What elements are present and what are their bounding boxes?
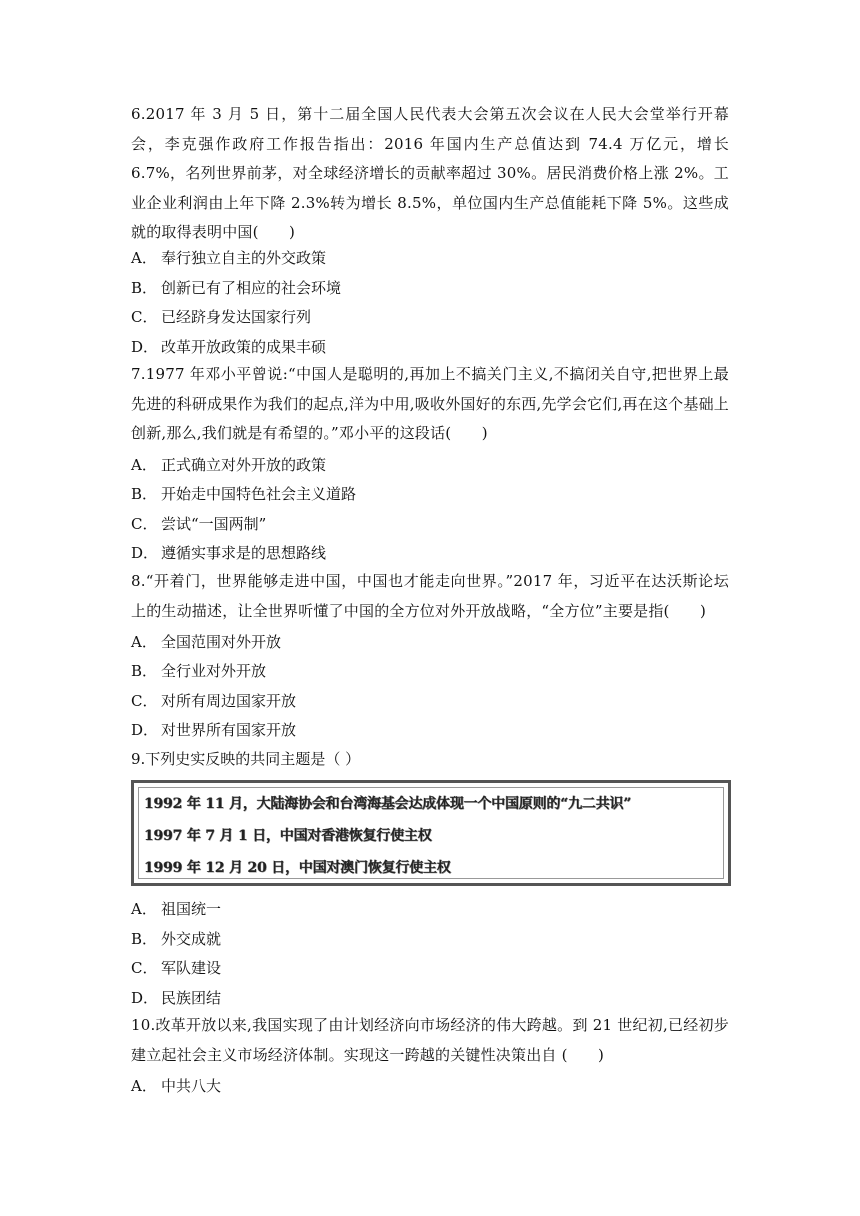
question-9-option-a[interactable]: [131, 898, 221, 920]
question-9-stem: 9.下列史实反映的共同主题是（ ）: [131, 750, 361, 768]
option-text: 尝试“一国两制”: [161, 515, 267, 533]
question-7-option-b[interactable]: [131, 483, 356, 505]
option-text: 外交成就: [161, 930, 222, 948]
option-text: 奉行独立自主的外交政策: [161, 249, 327, 267]
question-7-option-d[interactable]: [131, 542, 326, 564]
option-letter: B．: [131, 279, 158, 297]
option-letter: A．: [131, 633, 157, 651]
question-7-option-a[interactable]: [131, 454, 326, 476]
option-letter: B．: [131, 930, 158, 948]
option-letter: A．: [131, 249, 157, 267]
option-text: 对世界所有国家开放: [161, 721, 297, 739]
historical-fact-1999: 1999 年 12 月 20 日，中国对澳门恢复行使主权: [144, 860, 451, 876]
question-8-option-c[interactable]: [131, 690, 296, 712]
question-7-stem: 7.1977 年邓小平曾说:“中国人是聪明的,再加上不搞关门主义,不搞闭关自守,把世界上最先进的科研成果作为我们的起点,洋为中用,吸收外国好的东西,先学会它们,再在这个基础上创新,那么,我们就是有希望的。”邓小平的这段话( ): [131, 365, 729, 442]
option-letter: D．: [131, 544, 159, 562]
option-text: 中共八大: [161, 1077, 222, 1095]
option-text: 军队建设: [161, 959, 222, 977]
option-letter: B．: [131, 485, 158, 503]
option-text: 改革开放政策的成果丰硕: [161, 338, 327, 356]
option-letter: C．: [131, 515, 158, 533]
question-10-option-a[interactable]: [131, 1075, 221, 1097]
question-10-stem: 10.改革开放以来,我国实现了由计划经济向市场经济的伟大跨越。到 21 世纪初,已经初步建立起社会主义市场经济体制。实现这一跨越的关键性决策出自 ( ): [131, 1016, 729, 1064]
option-text: 已经跻身发达国家行列: [161, 308, 312, 326]
option-letter: C．: [131, 308, 158, 326]
option-letter: C．: [131, 959, 158, 977]
option-letter: A．: [131, 456, 157, 474]
option-text: 祖国统一: [161, 900, 222, 918]
option-letter: A．: [131, 1077, 157, 1095]
option-letter: A．: [131, 900, 157, 918]
question-9-option-b[interactable]: [131, 928, 221, 950]
option-letter: D．: [131, 721, 159, 739]
historical-fact-1992: 1992 年 11 月，大陆海协会和台湾海基会达成体现一个中国原则的“九二共识”: [144, 796, 632, 812]
option-letter: D．: [131, 989, 159, 1007]
option-letter: C．: [131, 692, 158, 710]
option-text: 创新已有了相应的社会环境: [161, 279, 342, 297]
question-8-stem: 8.“开着门，世界能够走进中国，中国也才能走向世界。”2017 年，习近平在达沃斯论坛上的生动描述，让全世界听懂了中国的全方位对外开放战略，“全方位”主要是指( ): [131, 572, 729, 620]
option-text: 全行业对外开放: [161, 662, 267, 680]
question-8-option-b[interactable]: [131, 660, 266, 682]
option-text: 全国范围对外开放: [161, 633, 282, 651]
question-9-option-d[interactable]: [131, 987, 221, 1009]
question-9-option-c[interactable]: [131, 957, 221, 979]
question-8-option-d[interactable]: [131, 719, 296, 741]
option-text: 对所有周边国家开放: [161, 692, 297, 710]
question-8-option-a[interactable]: [131, 631, 281, 653]
question-6-option-a[interactable]: [131, 247, 326, 269]
option-text: 遵循实事求是的思想路线: [161, 544, 327, 562]
option-letter: B．: [131, 662, 158, 680]
historical-fact-1997: 1997 年 7 月 1 日，中国对香港恢复行使主权: [144, 828, 432, 844]
option-text: 开始走中国特色社会主义道路: [161, 485, 357, 503]
historical-facts-box: [131, 780, 731, 886]
question-6-option-d[interactable]: [131, 336, 326, 358]
question-6-stem: 6.2017 年 3 月 5 日，第十二届全国人民代表大会第五次会议在人民大会堂举行开幕会，李克强作政府工作报告指出：2016 年国内生产总值达到 74.4 万亿元，增长 6.7%，名列世界前茅，对全球经济增长的贡献率超过 30%。居民消费价格上涨 2%。工业企业利润由上年下降 2.3%转为增长 8.5%，单位国内生产总值能耗下降 5%。这些成就的取得表明中国( ): [131, 105, 729, 241]
question-6-option-b[interactable]: [131, 277, 341, 299]
question-7-option-c[interactable]: [131, 513, 266, 535]
option-text: 民族团结: [161, 989, 222, 1007]
option-text: 正式确立对外开放的政策: [161, 456, 327, 474]
option-letter: D．: [131, 338, 159, 356]
question-6-option-c[interactable]: [131, 306, 311, 328]
